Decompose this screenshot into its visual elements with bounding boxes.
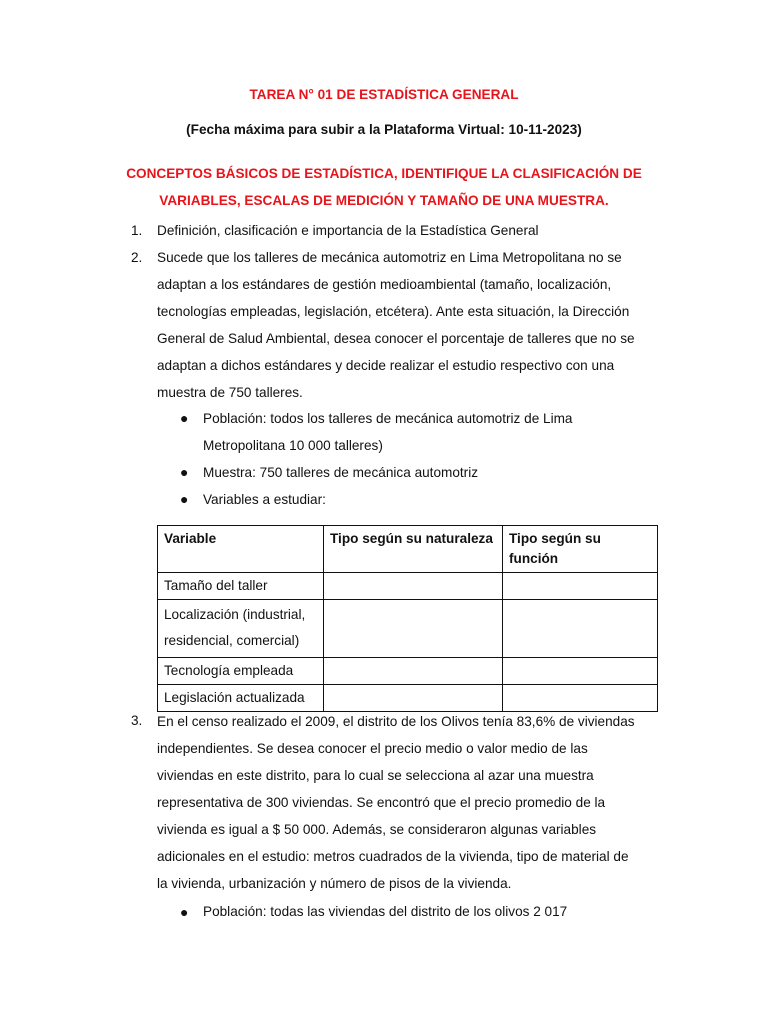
table-cell-empty[interactable] — [324, 573, 503, 600]
subtitle-line-1: CONCEPTOS BÁSICOS DE ESTADÍSTICA, IDENTIFIQUE LA CLASIFICACIÓN DE — [126, 166, 642, 181]
item-1-text: Definición, clasificación e importancia de la Estadística General — [157, 223, 539, 238]
bullet-icon: ● — [180, 904, 189, 920]
bullet-line: Población: todos los talleres de mecánica automotriz de Lima — [203, 411, 573, 426]
table-cell-variable: Legislación actualizada — [158, 685, 324, 712]
table-cell-empty[interactable] — [324, 600, 503, 658]
bullet-item: Población: todas las viviendas del distrito de los olivos 2 017 — [203, 904, 568, 919]
paragraph-line: adicionales en el estudio: metros cuadrados de la vivienda, tipo de material de — [157, 849, 629, 864]
bullet-item — [203, 405, 658, 459]
bullet-icon: ● — [180, 410, 189, 426]
item-number: 1. — [131, 223, 143, 238]
table-header-row — [158, 526, 658, 573]
table-cell-variable: Tecnología empleada — [158, 658, 324, 685]
paragraph-line: adaptan a dichos estándares y decide realizar el estudio respectivo con una — [157, 358, 615, 373]
paragraph-line: En el censo realizado el 2009, el distrito de los Olivos tenía 83,6% de viviendas — [157, 714, 635, 729]
paragraph-line: Sucede que los talleres de mecánica automotriz en Lima Metropolitana no se — [157, 250, 622, 265]
paragraph-line: adaptan a los estándares de gestión medioambiental (tamaño, localización, — [157, 277, 612, 292]
table-cell-empty[interactable] — [503, 658, 658, 685]
paragraph-line: tecnologías empleadas, legislación, etcétera). Ante esta situación, la Dirección — [157, 304, 630, 319]
assignment-title: TAREA N° 01 DE ESTADÍSTICA GENERAL — [249, 87, 519, 102]
deadline-note: (Fecha máxima para subir a la Plataforma Virtual: 10-11-2023) — [186, 122, 582, 137]
paragraph-line: la vivienda, urbanización y número de pisos de la vivienda. — [157, 876, 512, 891]
table-row — [158, 658, 658, 685]
section-subtitle — [0, 160, 768, 214]
table-cell-empty[interactable] — [503, 600, 658, 658]
cell-line: Localización (industrial, — [164, 607, 306, 622]
table-cell-empty[interactable] — [503, 573, 658, 600]
table-cell-empty[interactable] — [324, 658, 503, 685]
bullet-icon: ● — [180, 464, 189, 480]
paragraph-line: viviendas en este distrito, para lo cual se selecciona al azar una muestra — [157, 768, 594, 783]
table-header: Tipo según su naturaleza — [324, 526, 503, 573]
item-number: 3. — [131, 713, 143, 728]
paragraph-line: vivienda es igual a $ 50 000. Además, se consideraron algunas variables — [157, 822, 597, 837]
paragraph-line: General de Salud Ambiental, desea conocer el porcentaje de talleres que no se — [157, 331, 635, 346]
bullet-icon: ● — [180, 491, 189, 507]
item-2-paragraph — [157, 244, 657, 406]
table-row — [158, 600, 658, 658]
table-cell-variable — [158, 600, 324, 658]
bullet-item: Variables a estudiar: — [203, 492, 326, 507]
paragraph-line: muestra de 750 talleres. — [157, 385, 303, 400]
item-number: 2. — [131, 250, 143, 265]
table-header: Variable — [158, 526, 324, 573]
table-header: Tipo según su función — [503, 526, 658, 573]
bullet-item: Muestra: 750 talleres de mecánica automotriz — [203, 465, 479, 480]
variables-table — [157, 525, 658, 712]
item-3-paragraph — [157, 708, 657, 897]
table-cell-variable: Tamaño del taller — [158, 573, 324, 600]
cell-line: residencial, comercial) — [164, 633, 300, 648]
paragraph-line: representativa de 300 viviendas. Se encontró que el precio promedio de la — [157, 795, 606, 810]
paragraph-line: independientes. Se desea conocer el precio medio o valor medio de las — [157, 741, 588, 756]
subtitle-line-2: VARIABLES, ESCALAS DE MEDICIÓN Y TAMAÑO DE UNA MUESTRA. — [159, 193, 609, 208]
bullet-line: Metropolitana 10 000 talleres) — [203, 438, 383, 453]
table-row — [158, 573, 658, 600]
